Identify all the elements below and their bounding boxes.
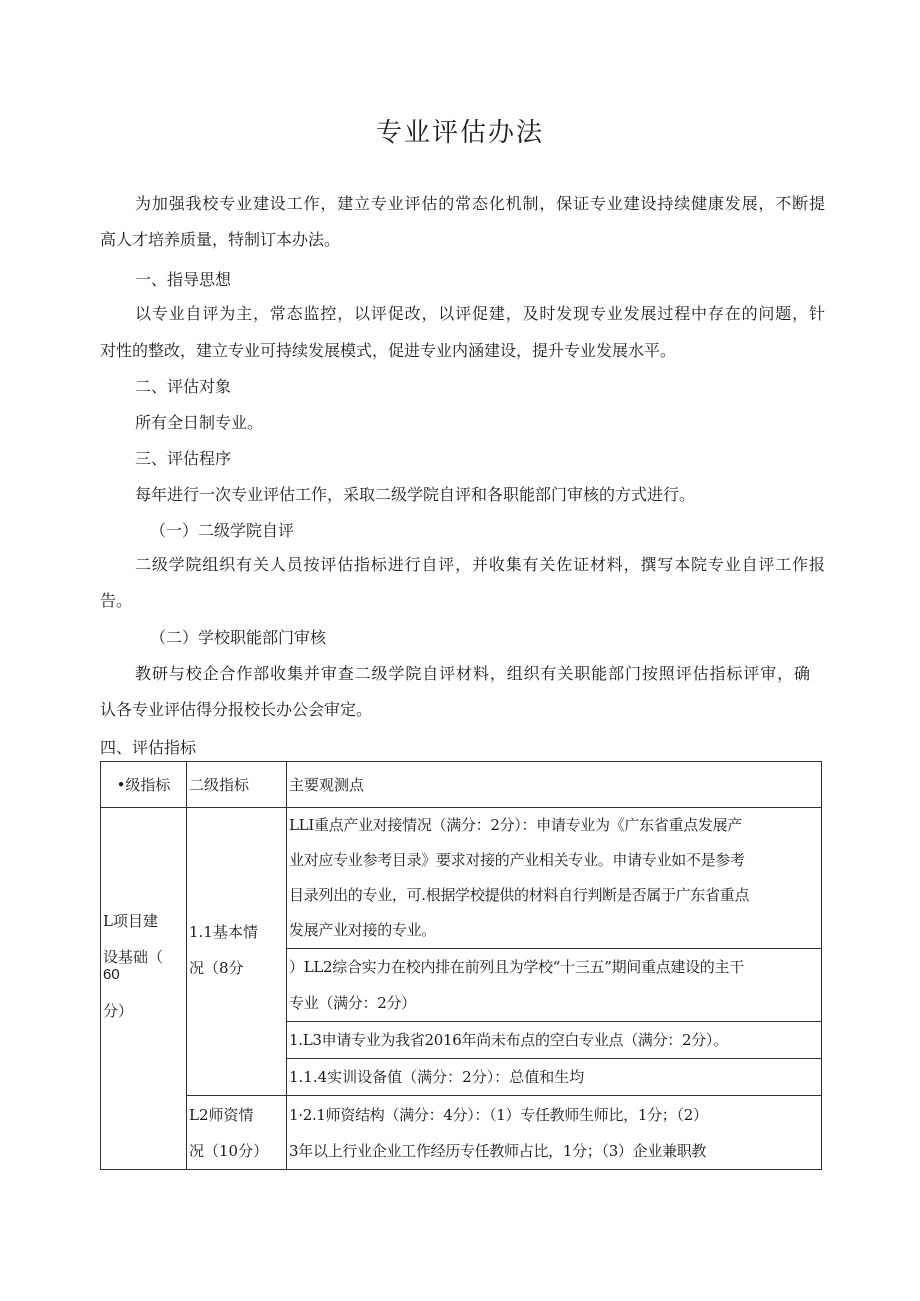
section-1-line-2: 对性的整改，建立专业可持续发展模式，促进专业内涵建设，提升专业发展水平。 xyxy=(100,341,677,360)
observation-1-2-1 xyxy=(287,1096,822,1170)
observation-1-1-1 xyxy=(287,808,822,949)
level-2-faculty-line-2: 况（10分） xyxy=(189,1141,269,1160)
level-1-line-1: L项目建 xyxy=(103,912,158,930)
table-row xyxy=(101,808,822,949)
level-1-cell xyxy=(101,808,187,1170)
observation-1-2-1-line-2: 3年以上行业企业工作经历专任教师占比，1分；（3）企业兼职教 xyxy=(289,1141,707,1160)
observation-1-1-1-line-4: 发展产业对接的专业。 xyxy=(289,921,437,939)
observation-1-1-4-line-1: 1.1.4实训设备值（满分：2分）：总值和生均 xyxy=(289,1068,585,1086)
observation-1-1-2 xyxy=(287,949,822,1022)
section-2-heading: 二、评估对象 xyxy=(135,377,232,396)
observation-1-1-2-line-2: 专业（满分：2分） xyxy=(289,994,416,1012)
section-1-heading: 一、指导思想 xyxy=(135,270,232,289)
intro-line-1: 为加强我校专业建设工作，建立专业评估的常态化机制，保证专业建设持续健康发展，不断提 xyxy=(135,194,825,213)
header-level-1 xyxy=(101,762,187,808)
section-3-sub-2-line-2: 认各专业评估得分报校长办公会审定。 xyxy=(100,700,373,719)
level-1-line-4: 分） xyxy=(103,1002,134,1020)
section-2-text: 所有全日制专业。 xyxy=(135,413,264,432)
observation-1-1-1-line-3: 目录列出的专业，可.根据学校提供的材料自行判断是否属于广东省重点 xyxy=(289,886,750,904)
observation-1-1-3 xyxy=(287,1022,822,1059)
intro-line-2: 高人才培养质量，特制订本办法。 xyxy=(100,230,341,249)
header-observation-label: 主要观测点 xyxy=(289,775,365,794)
section-3-sub-1-line-2: 告。 xyxy=(100,591,133,610)
section-1-line-1: 以专业自评为主，常态监控，以评促改，以评促建，及时发现专业发展过程中存在的问题，针 xyxy=(135,304,825,323)
table-header-row xyxy=(101,762,822,808)
level-2-basic-line-1: 1.1基本情 xyxy=(189,923,258,941)
section-3-heading: 三、评估程序 xyxy=(135,449,232,468)
table-row xyxy=(101,1096,822,1170)
section-3-sub-1-line-1: 二级学院组织有关人员按评估指标进行自评，并收集有关佐证材料，撰写本院专业自评工作报 xyxy=(135,555,825,574)
header-observation xyxy=(287,762,822,808)
level-1-line-3: 60 xyxy=(103,966,120,983)
section-3-sub-2-heading: （二）学校职能部门审核 xyxy=(150,628,327,647)
header-level-2-label: 二级指标 xyxy=(189,775,250,794)
observation-1-1-3-line-1: 1.L3申请专业为我省2016年尚未布点的空白专业点（满分：2分）。 xyxy=(289,1031,728,1049)
level-2-basic-line-2: 况（8分 xyxy=(189,959,244,977)
observation-1-1-4 xyxy=(287,1059,822,1096)
header-level-2 xyxy=(187,762,287,808)
level-1-line-2: 设基础（ xyxy=(103,948,164,966)
observation-1-1-1-line-2: 业对应专业参考目录》要求对接的产业相关专业。申请专业如不是参考 xyxy=(289,851,745,869)
level-2-faculty-line-1: L2师资情 xyxy=(189,1105,254,1124)
header-level-1-label: •级指标 xyxy=(116,775,171,794)
evaluation-index-table xyxy=(100,761,822,1170)
document-title: 专业评估办法 xyxy=(375,118,544,148)
section-3-text: 每年进行一次专业评估工作，采取二级学院自评和各职能部门审核的方式进行。 xyxy=(135,485,696,504)
section-3-sub-1-heading: （一）二级学院自评 xyxy=(150,521,295,540)
section-3-sub-2-line-1: 教研与校企合作部收集并审查二级学院自评材料，组织有关职能部门按照评估指标评审，确 xyxy=(135,664,810,683)
level-2-basic-cell xyxy=(187,808,287,1096)
section-4-heading: 四、评估指标 xyxy=(100,738,197,757)
level-2-faculty-cell xyxy=(187,1096,287,1170)
observation-1-2-1-line-1: 1·2.1师资结构（满分：4分）：（1）专任教师生师比，1分；（2） xyxy=(289,1105,708,1124)
observation-1-1-2-line-1: ）LL2综合实力在校内排在前列且为学校“十三五”期间重点建设的主干 xyxy=(289,958,744,976)
observation-1-1-1-line-1: LLI重点产业对接情况（满分：2分）：申请专业为《广东省重点发展产 xyxy=(289,816,742,834)
